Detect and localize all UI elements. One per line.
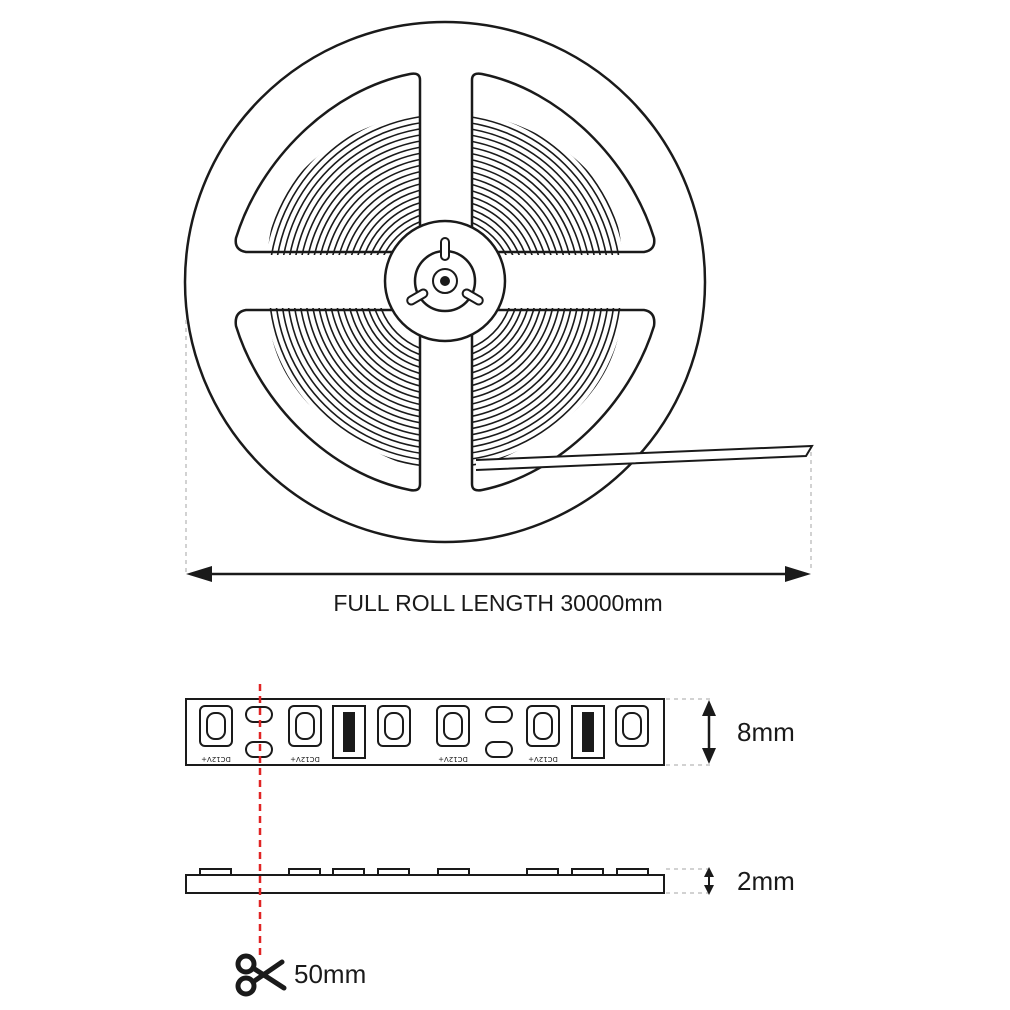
pcb-marking: DC12V+ [528, 755, 558, 763]
strip-side-base [186, 875, 664, 893]
cut-interval-label: 50mm [294, 959, 367, 989]
strip-side-view [186, 869, 664, 893]
pcb-marking: DC12V+ [438, 755, 468, 763]
full-roll-length-label: FULL ROLL LENGTH 30000mm [333, 590, 663, 616]
pcb-marking: DC12V+ [201, 755, 231, 763]
strip-width-dimension [666, 699, 795, 765]
pcb-marking: DC12V+ [290, 755, 320, 763]
led-reel [185, 22, 812, 542]
strip-height-label: 2mm [737, 866, 795, 896]
double-arrow-vertical-icon [702, 700, 716, 764]
strip-top-view [186, 699, 664, 765]
scissors-icon [238, 956, 284, 994]
double-arrow-vertical-icon [704, 867, 714, 895]
double-arrow-horizontal-icon [186, 566, 811, 582]
strip-height-dimension [666, 866, 795, 896]
strip-width-label: 8mm [737, 717, 795, 747]
